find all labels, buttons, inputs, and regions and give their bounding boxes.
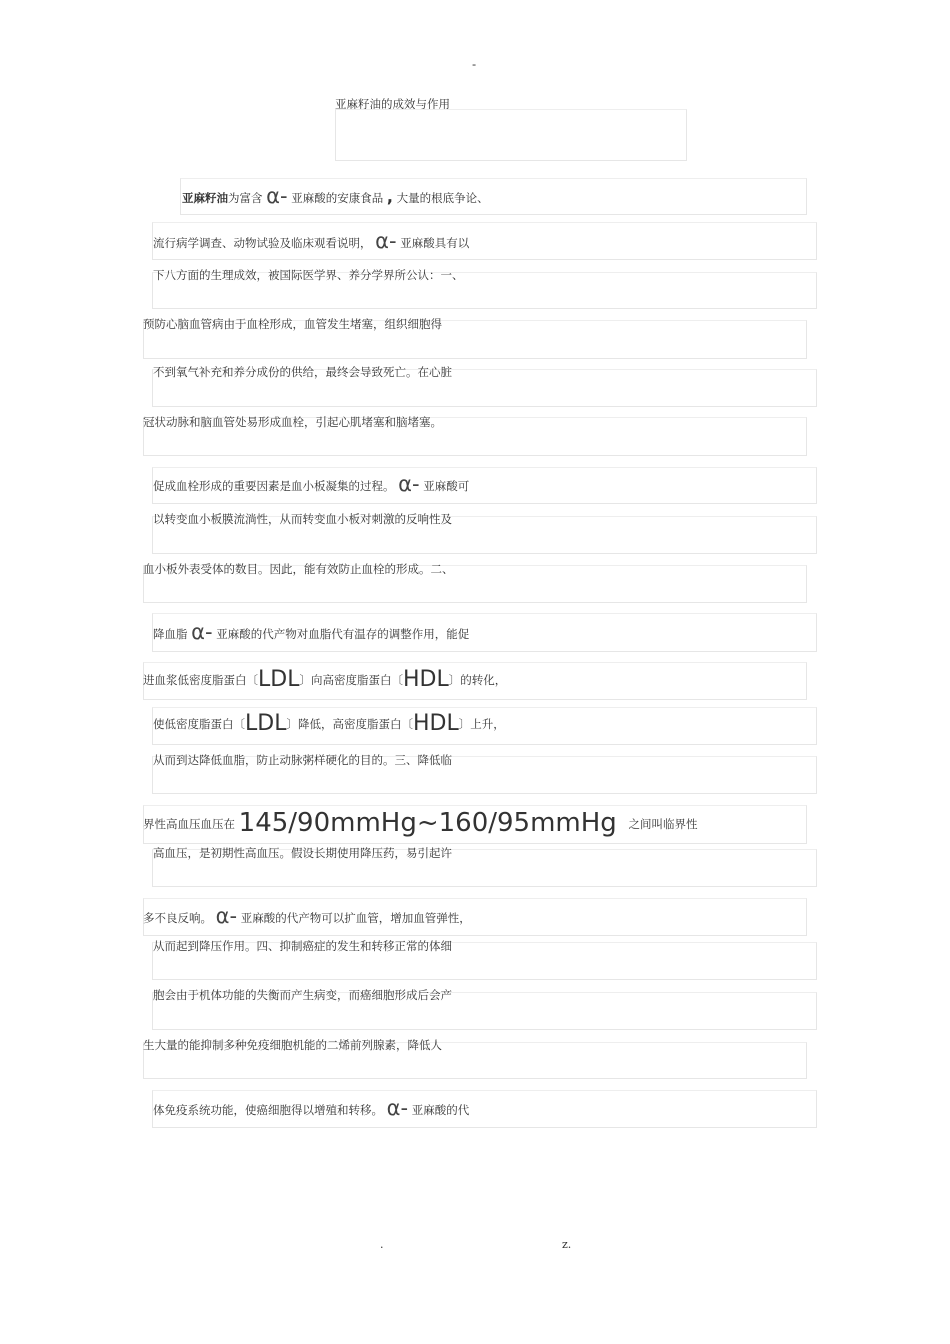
footer-left-mark: . xyxy=(380,1238,384,1251)
text-line: 胞会由于机体功能的失衡而产生病变，而癌细胞形成后会产 xyxy=(153,988,452,1002)
text-line: 多不良反响。 α- 亚麻酸的代产物可以扩血管，增加血管弹性， xyxy=(143,904,471,928)
text-line: 以转变血小板膜流淌性，从而转变血小板对刺激的反响性及 xyxy=(153,512,452,526)
hdl-term: HDL xyxy=(412,711,459,736)
text-line: 界性高血压血压在 145/90mmHg~160/95mmHg 之间叫临界性 xyxy=(143,808,698,838)
subject-term: 亚麻籽油 xyxy=(182,191,228,205)
page-title: 亚麻籽油的成效与作用 xyxy=(335,97,450,111)
text-line: 血小板外表受体的数目。因此，能有效防止血栓的形成。二、 xyxy=(143,562,454,576)
text-line: 高血压，是初期性高血压。假设长期使用降压药，易引起许 xyxy=(153,846,452,860)
alpha-symbol: α- xyxy=(215,904,238,928)
alpha-symbol: α- xyxy=(375,229,397,253)
alpha-symbol: α- xyxy=(266,184,288,208)
alpha-symbol: α- xyxy=(386,1096,409,1120)
text-line: 进血浆低密度脂蛋白〔LDL〕向高密度脂蛋白〔HDL〕的转化， xyxy=(143,667,507,692)
text-line: 亚麻籽油为富含 α- 亚麻酸的安康食品 , 大量的根底争论、 xyxy=(182,184,489,208)
text-line: 降血脂 α- 亚麻酸的代产物对血脂代有温存的调整作用，能促 xyxy=(153,620,470,644)
text-line: 不到氧气补充和养分成份的供给，最终会导致死亡。在心脏 xyxy=(153,365,452,379)
text-line: 流行病学调查、动物试验及临床观看说明， α- 亚麻酸具有以 xyxy=(153,229,470,253)
text-line: 使低密度脂蛋白〔LDL〕降低，高密度脂蛋白〔HDL〕上升， xyxy=(153,711,505,736)
text-line: 预防心脑血管病由于血栓形成，血管发生堵塞，组织细胞得 xyxy=(143,317,442,331)
text-line: 生大量的能抑制多种免疫细胞机能的二烯前列腺素，降低人 xyxy=(143,1038,442,1052)
text-line: 下八方面的生理成效，被国际医学界、养分学界所公认：一、 xyxy=(153,268,464,282)
ldl-term: LDL xyxy=(258,667,300,692)
hdl-term: HDL xyxy=(402,667,449,692)
text-line: 冠状动脉和脑血管处易形成血栓，引起心肌堵塞和脑堵塞。 xyxy=(143,415,442,429)
title-frame xyxy=(335,109,687,161)
text-line: 从而起到降压作用。四、抑制癌症的发生和转移正常的体细 xyxy=(153,939,452,953)
alpha-symbol: α- xyxy=(191,620,213,644)
blood-pressure-range: 145/90mmHg~160/95mmHg xyxy=(238,808,617,838)
text-line: 促成血栓形成的重要因素是血小板凝集的过程。 α- 亚麻酸可 xyxy=(153,472,470,496)
text-line: 体免疫系统功能，使癌细胞得以增殖和转移。 α- 亚麻酸的代 xyxy=(153,1096,470,1120)
footer-right-mark: z. xyxy=(562,1238,572,1251)
text-line: 从而到达降低血脂，防止动脉粥样硬化的目的。三、降低临 xyxy=(153,753,452,767)
alpha-symbol: α- xyxy=(398,472,420,496)
header-dash: - xyxy=(472,57,477,71)
ldl-term: LDL xyxy=(245,711,287,736)
